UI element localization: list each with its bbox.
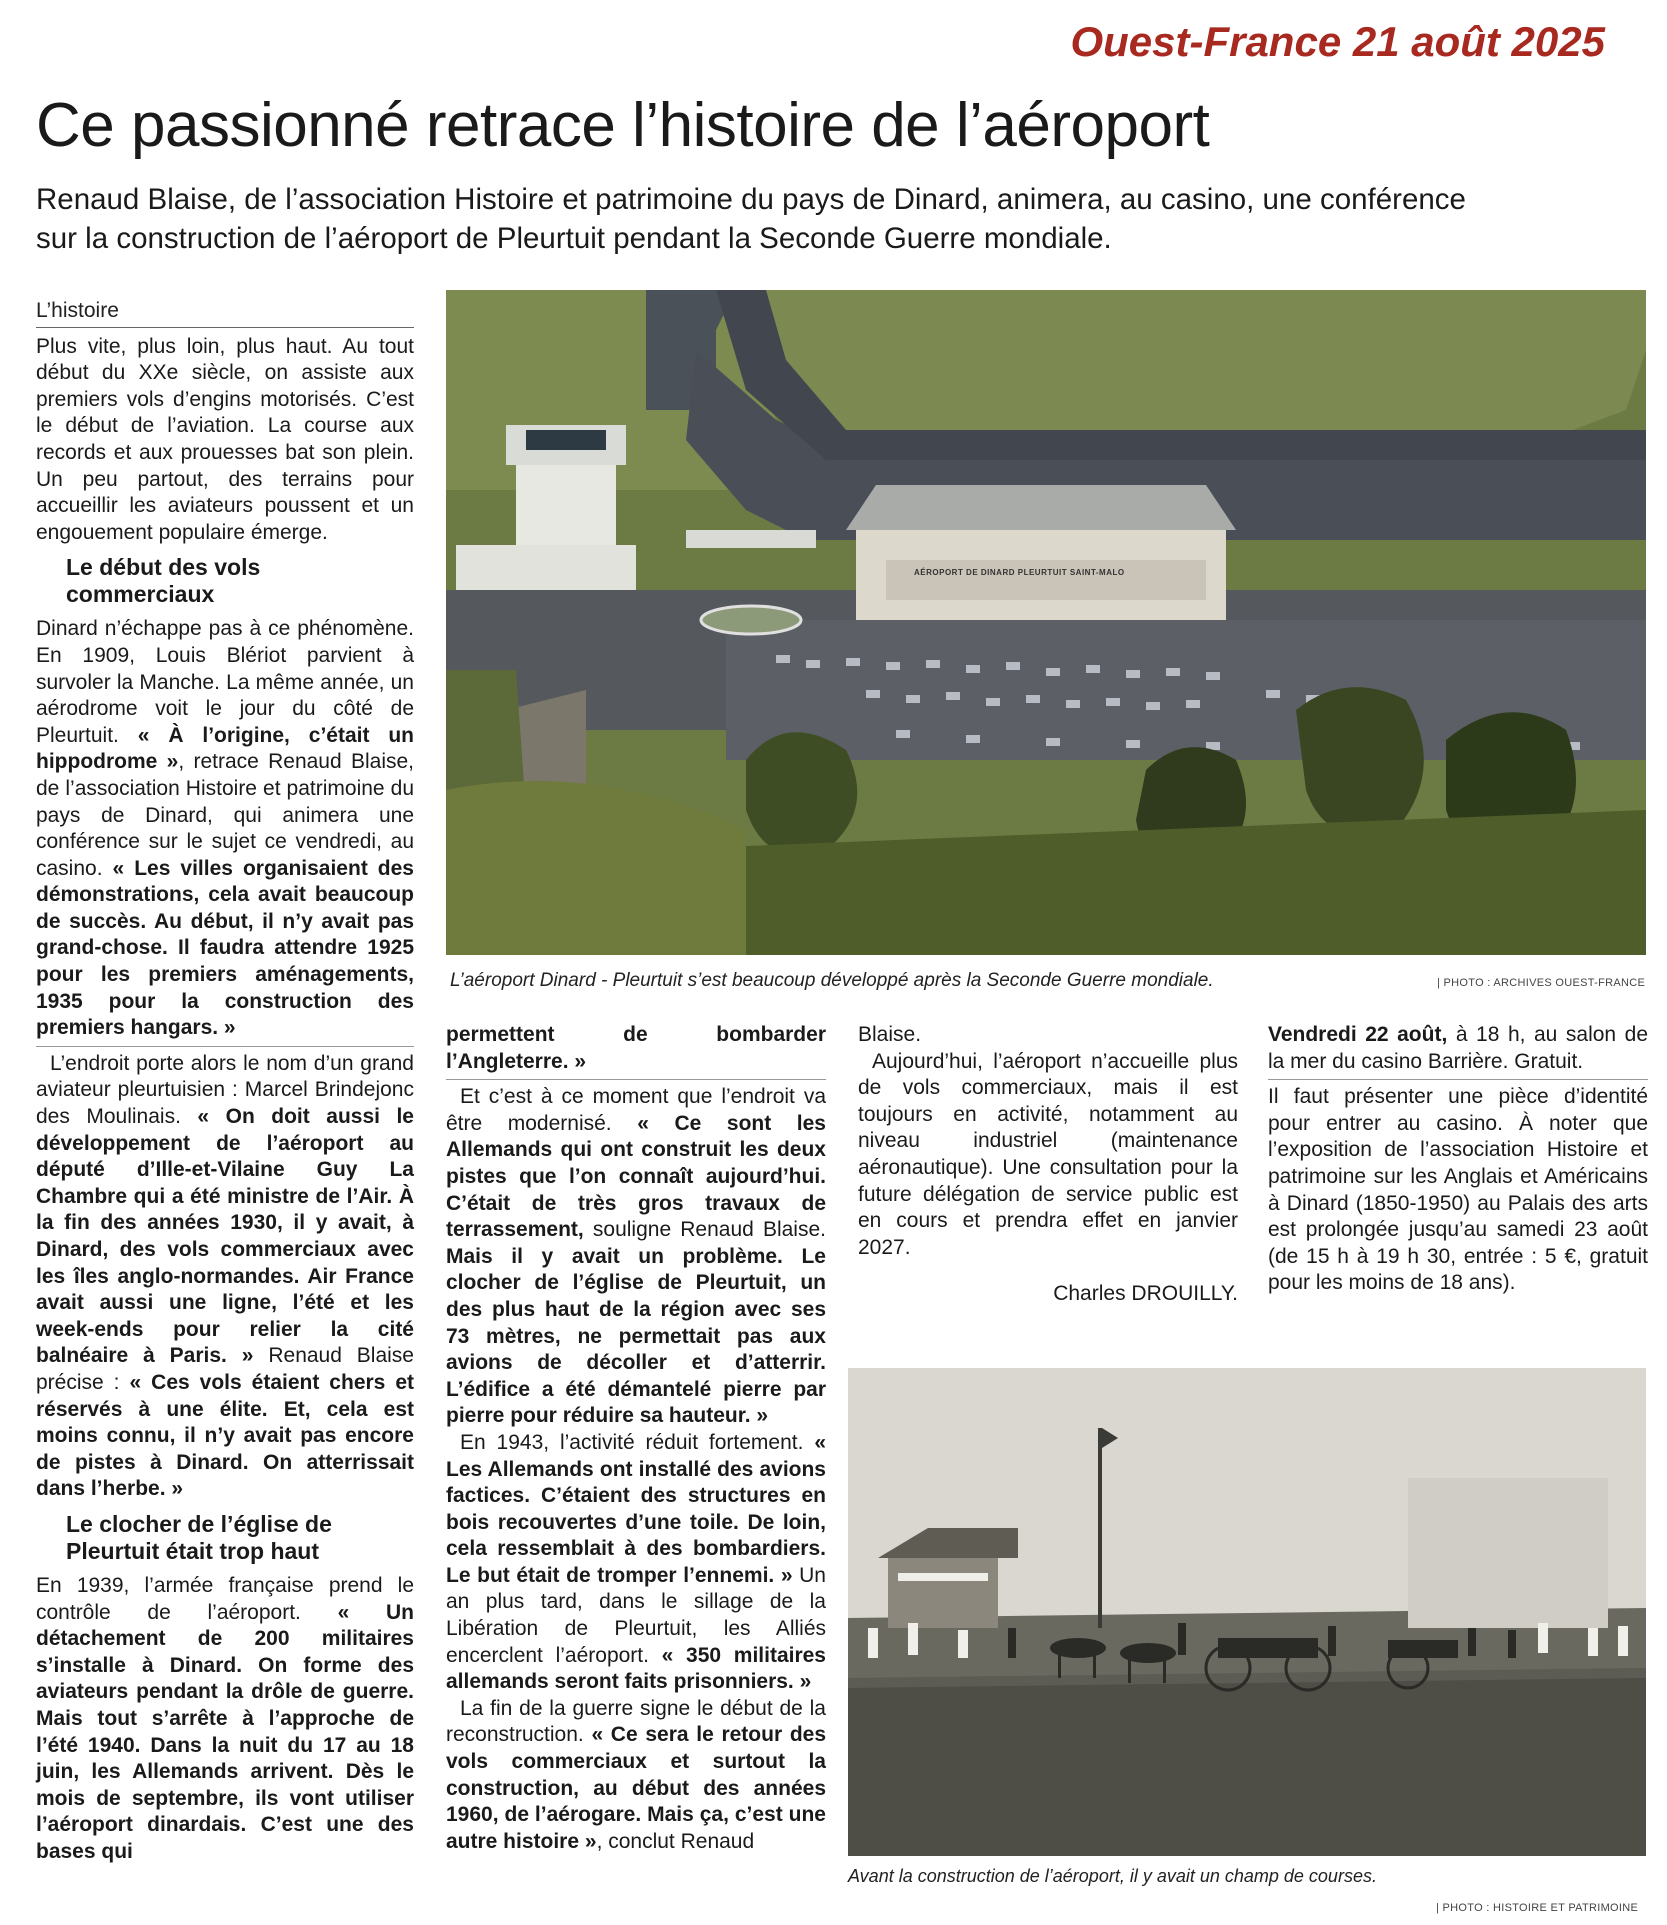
column-2 — [446, 1022, 826, 1855]
terminal-sign: AÉROPORT DE DINARD PLEURTUIT SAINT-MALO — [914, 568, 1125, 577]
separator — [36, 1046, 414, 1047]
rubric-label: L’histoire — [36, 298, 414, 328]
airport-aerial-illustration — [446, 290, 1646, 955]
standfirst: Renaud Blaise, de l’association Histoire et patrimoine du pays de Dinard, animera, au casino, une conférence sur la construction de l’aéroport de Pleurtuit pendant la Seconde Guerre mondiale. — [36, 183, 1466, 255]
paragraph: Vendredi 22 août, à 18 h, au salon de la mer du casino Barrière. Gratuit. — [1268, 1023, 1648, 1073]
source-line: Ouest-France 21 août 2025 — [1070, 18, 1605, 65]
paragraph: Et c’est à ce moment que l’endroit va être modernisé. « Ce sont les Allemands qui ont construit les deux pistes que l’on connaît aujourd’hui. C’était de très gros travaux de terrassement, souligne Renaud Blaise. Mais il y avait un problème. Le clocher de l’église de Pleurtuit, un des plus haut de la région avec ses 73 mètres, ne permettait pas aux avions de décoller et d’atterrir. L’édifice a été démantelé pierre par pierre pour réduire sa hauteur. » — [446, 1085, 826, 1428]
separator — [1268, 1079, 1648, 1080]
paragraph: L’endroit porte alors le nom d’un grand aviateur pleurtuisien : Marcel Brindejonc des Moulinais. « On doit aussi le développement de l’aéroport au député d’Ille-et-Vilaine Guy La Chambre qui a été ministre de l’Air. À la fin des années 1930, il y avait, à Dinard, des vols commerciaux avec les îles anglo-normandes. Air France avait aussi une ligne, l’été et les week-ends pour relier la cité balnéaire à Paris. » Renaud Blaise précise : « Ces vols étaient chers et réservés à une élite. Et, cela est moins connu, il n’y avait pas encore de pistes à Dinard. On atterrissait dans l’herbe. » — [36, 1051, 414, 1501]
column-3 — [858, 1022, 1238, 1308]
paragraph: En 1943, l’activité réduit fortement. « Les Allemands ont installé des avions factices. C’étaient des structures en bois recouvertes d’une toile. De loin, cela ressemblait à des bombardiers. Le but était de tromper l’ennemi. » Un an plus tard, dans le sillage de la Libération de Pleurtuit, les Alliés encerclent l’aéroport. « 350 militaires allemands seront faits prisonniers. » — [446, 1430, 826, 1694]
racecourse-illustration — [848, 1368, 1646, 1856]
paragraph: La fin de la guerre signe le début de la reconstruction. « Ce sera le retour des vols commerciaux et surtout la construction, au début des années 1960, de l’aérogare. Mais ça, c’est une autre histoire », conclut Renaud — [446, 1696, 826, 1853]
airport-aerial-photo — [446, 290, 1646, 955]
paragraph: Dinard n’échappe pas à ce phénomène. En 1909, Louis Blériot parvient à survoler la Manche. La même année, un aérodrome voit le jour du côté de Pleurtuit. « À l’origine, c’était un hippodrome », retrace Renaud Blaise, de l’association Histoire et patrimoine du pays de Dinard, qui animera une conférence sur le sujet ce vendredi, au casino. « Les villes organisaient des démonstrations, cela avait beaucoup de succès. Au début, il n’y avait pas grand-chose. Il faudra attendre 1925 pour les premiers aménagements, 1935 pour la construction des premiers hangars. » — [36, 617, 414, 1040]
paragraph: En 1939, l’armée française prend le contrôle de l’aéroport. « Un détachement de 200 militaires s’installe à Dinard. On forme des aviateurs pendant la drôle de guerre. Mais tout s’arrête à l’approche de l’été 1940. Dans la nuit du 17 au 18 juin, les Allemands arrivent. Dès le mois de septembre, ils vont utiliser l’aéroport dinardais. C’est une des bases qui — [36, 1573, 414, 1863]
signature: Charles DROUILLY. — [1053, 1282, 1238, 1306]
racecourse-photo — [848, 1368, 1646, 1856]
paragraph: Il faut présenter une pièce d’identité pour entrer au casino. À noter que l’exposition de l’association Histoire et patrimoine sur les Anglais et Américains à Dinard (1850-1950) au Palais des arts est prolongée jusqu’au samedi 23 août (de 15 h à 19 h 30, entrée : 5 €, gratuit pour les moins de 18 ans). — [1268, 1085, 1648, 1295]
separator — [446, 1079, 826, 1080]
headline: Ce passionné retrace l’histoire de l’aéroport — [36, 91, 1210, 160]
column-1 — [36, 298, 414, 1865]
photo-credit: | PHOTO : ARCHIVES OUEST-FRANCE — [1437, 977, 1646, 989]
photo-caption: L’aéroport Dinard - Pleurtuit s’est beaucoup développé après la Seconde Guerre mondiale. — [450, 970, 1214, 991]
subheading: Le clocher de l’église de Pleurtuit était trop haut — [66, 1510, 332, 1564]
subheading: Le début des vols commerciaux — [66, 554, 261, 608]
photo-credit: | PHOTO : HISTOIRE ET PATRIMOINE — [1436, 1902, 1639, 1914]
paragraph: Plus vite, plus loin, plus haut. Au tout début du XXe siècle, on assiste aux premiers vols d’engins motorisés. C’est le début de l’aviation. La course aux records et aux prouesses bat son plein. Un peu partout, des terrains pour accueillir les aviateurs poussent et un engouement populaire émerge. — [36, 334, 414, 544]
photo-caption: Avant la construction de l’aéroport, il y avait un champ de courses. — [848, 1866, 1377, 1886]
paragraph: Blaise. — [858, 1023, 922, 1046]
paragraph: permettent de bombarder l’Angleterre. » — [446, 1023, 826, 1073]
paragraph: Aujourd’hui, l’aéroport n’accueille plus de vols commerciaux, mais il est toujours en activité, notamment au niveau industriel (maintenance aéronautique). Une consultation pour la future délégation de service public est en cours et prendra effet en janvier 2027. — [858, 1049, 1238, 1259]
column-4 — [1268, 1022, 1648, 1297]
